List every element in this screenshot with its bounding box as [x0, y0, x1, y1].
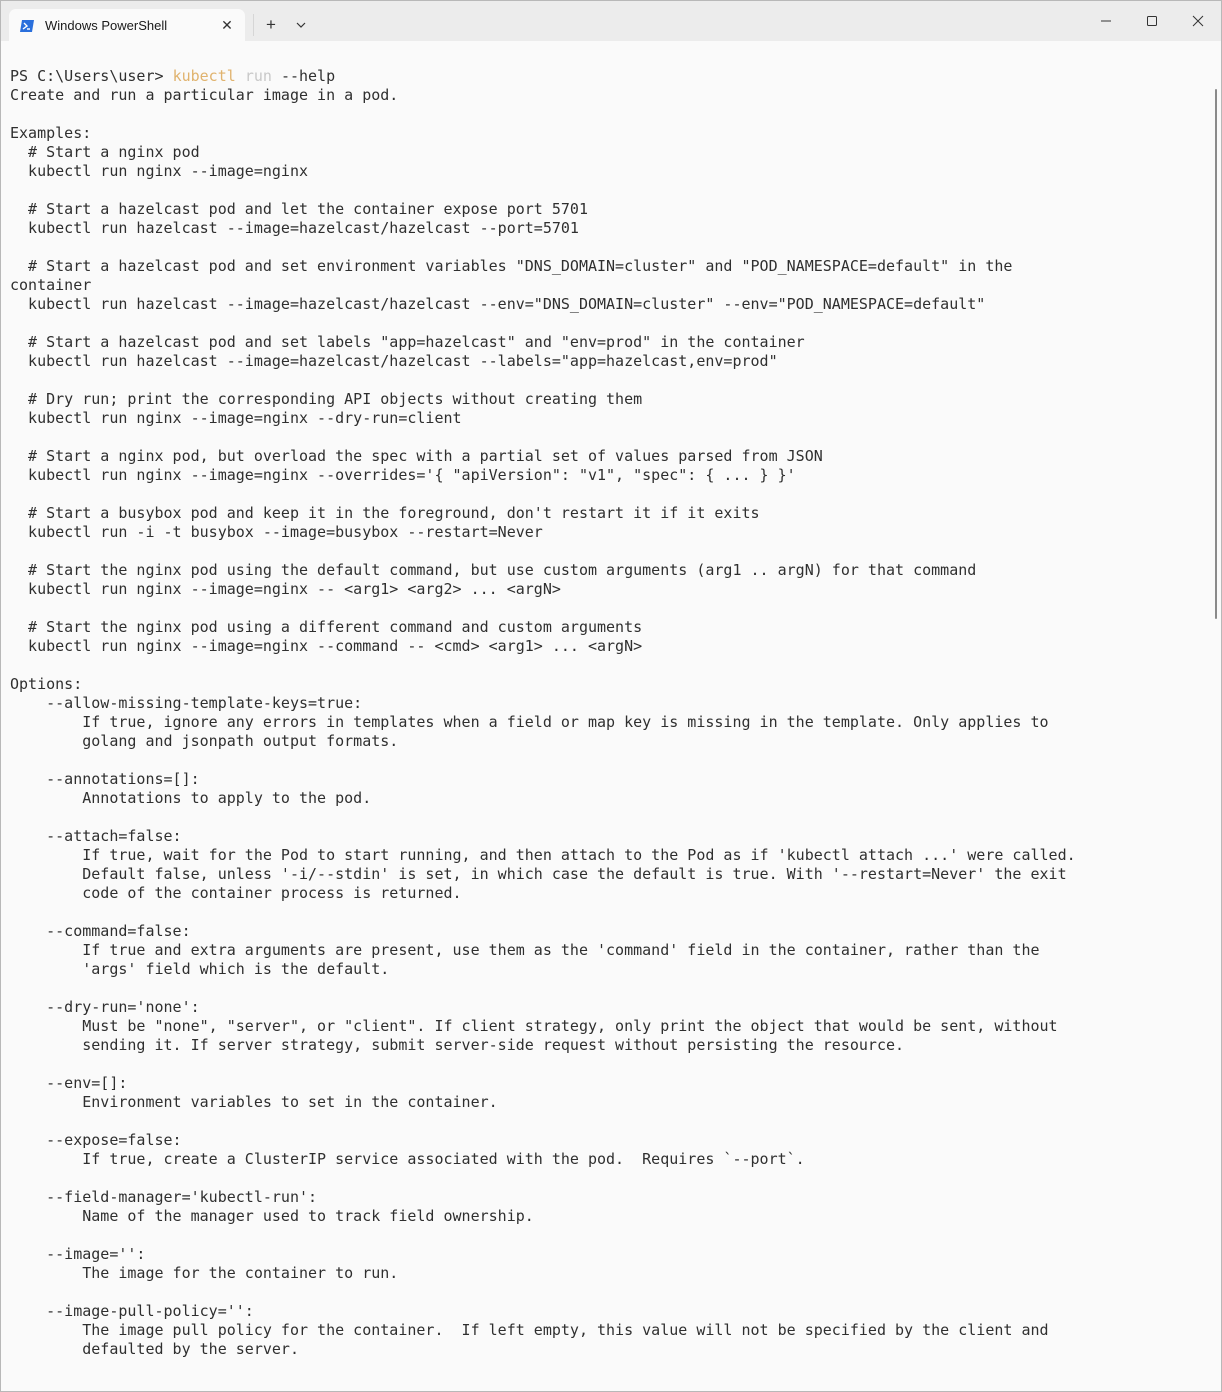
maximize-button[interactable] [1129, 1, 1175, 41]
output-line: If true, ignore any errors in templates when a field or map key is missing in the template. Only applies to [10, 713, 1049, 731]
output-line [10, 903, 1201, 922]
output-line: # Start a hazelcast pod and set environment variables "DNS_DOMAIN=cluster" and "POD_NAMESPACE=default" in the [10, 257, 1013, 275]
output-line [10, 599, 1201, 618]
prompt-path: PS C:\Users\user> [10, 67, 173, 85]
output-line: --expose=false: [10, 1131, 182, 1149]
output-line [10, 1283, 1201, 1302]
output-line: Must be "none", "server", or "client". If client strategy, only print the object that would be sent, without [10, 1017, 1058, 1035]
output-line [10, 181, 1201, 200]
output-line: --attach=false: [10, 827, 182, 845]
output-line: # Start a hazelcast pod and set labels "app=hazelcast" and "env=prod" in the container [10, 333, 805, 351]
prompt-line [10, 67, 1201, 86]
output-line: kubectl run nginx --image=nginx -- <arg1> <arg2> ... <argN> [10, 580, 561, 598]
output-line: Examples: [10, 124, 92, 142]
output-line: # Start the nginx pod using a different command and custom arguments [10, 618, 643, 636]
output-line: If true and extra arguments are present, use them as the 'command' field in the container, rather than the [10, 941, 1040, 959]
output-line: --allow-missing-template-keys=true: [10, 694, 363, 712]
tab-dropdown-button[interactable] [287, 11, 315, 39]
tab-title: Windows PowerShell [45, 18, 168, 33]
output-line: Create and run a particular image in a pod. [10, 86, 399, 104]
new-tab-button[interactable]: + [266, 15, 276, 34]
scrollbar[interactable] [1213, 89, 1219, 619]
terminal-output[interactable] [10, 67, 1201, 1391]
maximize-icon [1146, 15, 1158, 27]
output-line: # Start a nginx pod, but overload the spec with a partial set of values parsed from JSON [10, 447, 823, 465]
powershell-icon [19, 18, 35, 34]
output-line [10, 485, 1201, 504]
tab-separator [253, 14, 254, 36]
minimize-button[interactable] [1083, 1, 1129, 41]
output-line: --env=[]: [10, 1074, 128, 1092]
output-line: # Start a busybox pod and keep it in the foreground, don't restart it if it exits [10, 504, 760, 522]
output-line: 'args' field which is the default. [10, 960, 390, 978]
output-line: --dry-run='none': [10, 998, 200, 1016]
output-line: golang and jsonpath output formats. [10, 732, 399, 750]
title-bar [1, 1, 1221, 41]
chevron-down-icon [295, 19, 307, 31]
close-window-button[interactable] [1175, 1, 1221, 41]
output-line: Default false, unless '-i/--stdin' is set, in which case the default is true. With '--restart=Never' the exit [10, 865, 1067, 883]
output-line: # Start the nginx pod using the default command, but use custom arguments (arg1 .. argN) for that command [10, 561, 977, 579]
output-line: kubectl run nginx --image=nginx --overrides='{ "apiVersion": "v1", "spec": { ... } }' [10, 466, 796, 484]
output-line: # Start a nginx pod [10, 143, 200, 161]
minimize-icon [1100, 15, 1112, 27]
output-line: Options: [10, 675, 83, 693]
output-line: defaulted by the server. [10, 1340, 299, 1358]
output-line: --image-pull-policy='': [10, 1302, 254, 1320]
output-line: --field-manager='kubectl-run': [10, 1188, 318, 1206]
output-line [10, 1226, 1201, 1245]
output-line: If true, create a ClusterIP service associated with the pod. Requires `--port`. [10, 1150, 805, 1168]
output-line [10, 238, 1201, 257]
output-line [10, 314, 1201, 333]
close-icon [1192, 15, 1204, 27]
output-line [10, 428, 1201, 447]
output-line: kubectl run nginx --image=nginx --command -- <cmd> <arg1> ... <argN> [10, 637, 643, 655]
output-line [10, 656, 1201, 675]
output-line: --annotations=[]: [10, 770, 200, 788]
output-line: # Start a hazelcast pod and let the container expose port 5701 [10, 200, 588, 218]
output-line: Environment variables to set in the container. [10, 1093, 498, 1111]
command-name: kubectl [172, 67, 236, 85]
output-line [10, 1112, 1201, 1131]
help-text [10, 86, 1201, 1359]
scrollbar-thumb[interactable] [1215, 89, 1217, 619]
output-line: Annotations to apply to the pod. [10, 789, 372, 807]
output-line: kubectl run hazelcast --image=hazelcast/hazelcast --port=5701 [10, 219, 579, 237]
output-line [10, 371, 1201, 390]
command-flag: --help [280, 67, 336, 85]
output-line: The image pull policy for the container. If left empty, this value will not be specified by the client and [10, 1321, 1049, 1339]
output-line [10, 751, 1201, 770]
output-line [10, 979, 1201, 998]
output-line: # Dry run; print the corresponding API objects without creating them [10, 390, 643, 408]
tab-close-icon[interactable]: ✕ [221, 17, 233, 33]
output-line: If true, wait for the Pod to start running, and then attach to the Pod as if 'kubectl attach ...' were called. [10, 846, 1076, 864]
output-line [10, 1169, 1201, 1188]
output-line: code of the container process is returned. [10, 884, 462, 902]
output-line: Name of the manager used to track field ownership. [10, 1207, 534, 1225]
output-line: container [10, 276, 92, 294]
output-line: kubectl run hazelcast --image=hazelcast/hazelcast --labels="app=hazelcast,env=prod" [10, 352, 778, 370]
output-line [10, 542, 1201, 561]
output-line: kubectl run -i -t busybox --image=busybox --restart=Never [10, 523, 543, 541]
output-line [10, 105, 1201, 124]
output-line: --image='': [10, 1245, 146, 1263]
output-line [10, 1055, 1201, 1074]
output-line: kubectl run hazelcast --image=hazelcast/hazelcast --env="DNS_DOMAIN=cluster" --env="POD_NAMESPACE=default" [10, 295, 986, 313]
output-line: The image for the container to run. [10, 1264, 399, 1282]
tab-windows-powershell[interactable] [9, 9, 245, 42]
output-line: kubectl run nginx --image=nginx [10, 162, 309, 180]
output-line: --command=false: [10, 922, 191, 940]
output-line [10, 808, 1201, 827]
output-line: sending it. If server strategy, submit server-side request without persisting the resource. [10, 1036, 905, 1054]
output-line: kubectl run nginx --image=nginx --dry-run=client [10, 409, 462, 427]
command-subcommand: run [244, 67, 272, 85]
